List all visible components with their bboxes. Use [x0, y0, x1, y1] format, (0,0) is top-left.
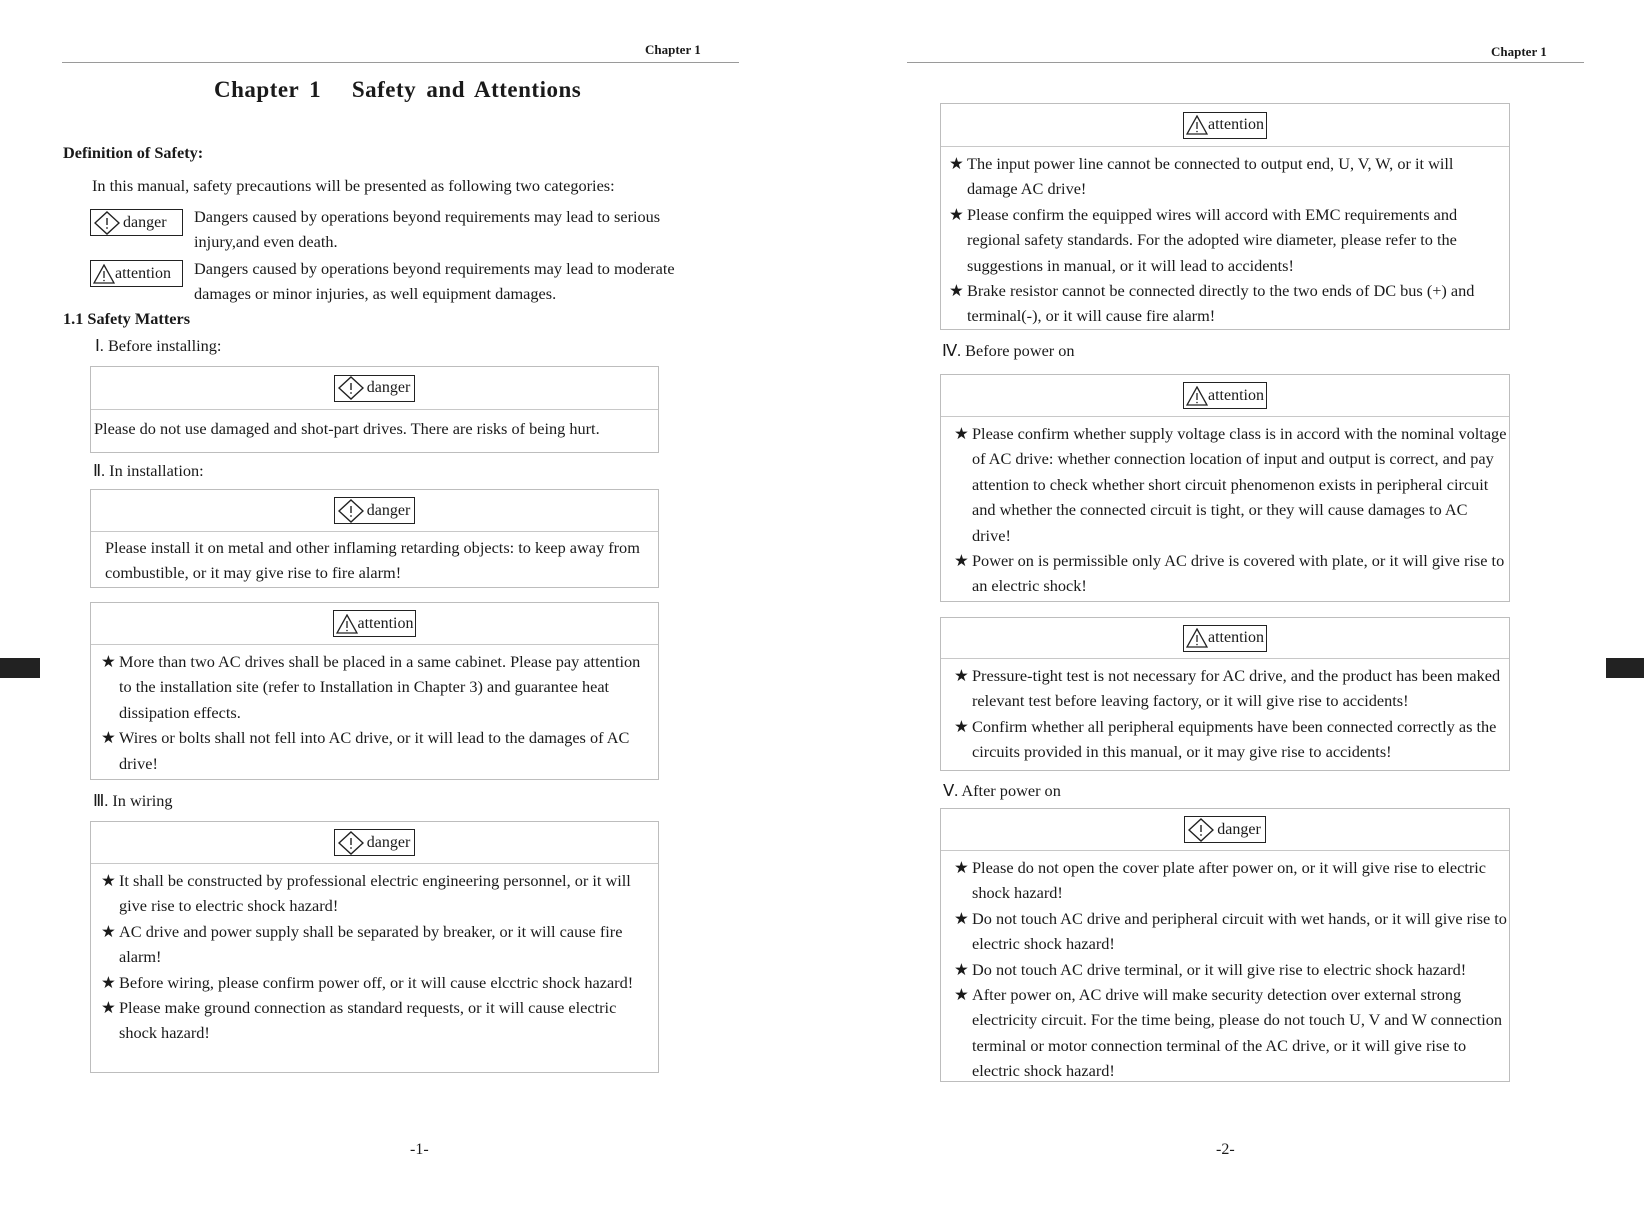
badge-label: attention: [357, 614, 414, 632]
list-item: ★ Please make ground connection as standard requests, or it will cause electric shock hazard!: [101, 995, 654, 1046]
list-item: ★ Power on is permissible only AC drive is covered with plate, or it will give rise to an electric shock!: [954, 548, 1507, 599]
attention-box: [940, 374, 1510, 602]
star-icon: ★: [101, 871, 116, 890]
badge-label: danger: [366, 501, 411, 519]
attention-badge: [333, 610, 417, 637]
box-text: Please install it on metal and other inflaming retarding objects: to keep away from combustible, or it may give rise to fire alarm!: [105, 538, 640, 583]
list-item: ★ Before wiring, please confirm power off, or it will cause elcctric shock hazard!: [101, 970, 654, 995]
attention-badge: [90, 260, 183, 287]
running-header: Chapter 1: [645, 42, 701, 57]
section-heading: 1.1 Safety Matters: [63, 309, 191, 328]
list-item: ★ After power on, AC drive will make security detection over external strong electricity circuit. For the time being, please do not touch U, V and W connection terminal or motor connection terminal of the AC drive, or it will give rise to electric shock hazard!: [954, 982, 1507, 1084]
danger-diamond-icon: [338, 376, 364, 400]
star-icon: ★: [949, 281, 964, 301]
star-icon: ★: [101, 652, 116, 671]
danger-diamond-icon: [1188, 818, 1214, 842]
star-icon: ★: [954, 908, 969, 928]
warning-triangle-icon: [1186, 115, 1208, 135]
list-item: ★ AC drive and power supply shall be separated by breaker, or it will cause fire alarm!: [101, 919, 654, 970]
star-icon: ★: [101, 921, 116, 941]
danger-box: [90, 489, 659, 588]
attention-definition: Dangers caused by operations beyond requirements may lead to moderate damages or minor injuries, as well equipment damages.: [194, 259, 675, 304]
star-icon: ★: [101, 972, 116, 992]
danger-box: [940, 808, 1510, 1082]
star-icon: ★: [949, 204, 964, 224]
subsection-in-wiring: Ⅲ. In wiring: [93, 791, 173, 810]
page-title: Chapter 1 Safety and Attentions: [214, 77, 582, 102]
list-item: ★ Do not touch AC drive terminal, or it will give rise to electric shock hazard!: [954, 957, 1507, 982]
header-rule: [62, 62, 739, 63]
warning-triangle-icon: [1186, 386, 1208, 406]
intro-text: In this manual, safety precautions will be presented as following two categories:: [92, 176, 615, 195]
thumb-tab: [1606, 658, 1644, 678]
running-header: Chapter 1: [1491, 44, 1547, 59]
badge-label: attention: [1208, 116, 1264, 133]
danger-badge: [334, 375, 416, 402]
list-item: ★ Please confirm whether supply voltage class is in accord with the nominal voltage of AC drive: whether connection location of input and output is correct, and pay attention to check whether short circuit phenomenon exists in peripheral circuit and whether the connected circuit is tight, or they will cause damages to AC drive!: [954, 421, 1507, 548]
star-icon: ★: [949, 154, 964, 173]
list-item: ★ Please confirm the equipped wires will accord with EMC requirements and regional safety standards. For the adopted wire diameter, please refer to the suggestions in manual, or it will lead to accidents!: [949, 202, 1505, 278]
star-icon: ★: [954, 985, 969, 1005]
list-item: ★ Brake resistor cannot be connected directly to the two ends of DC bus (+) and terminal(-), or it will cause fire alarm!: [949, 278, 1505, 329]
danger-badge: [334, 829, 416, 856]
danger-definition: Dangers caused by operations beyond requirements may lead to serious injury,and even death.: [194, 207, 661, 252]
star-icon: ★: [954, 858, 969, 877]
list-item: ★ Confirm whether all peripheral equipments have been connected correctly as the circuits provided in this manual, or it may give rise to accidents!: [954, 714, 1507, 765]
list-item: ★ The input power line cannot be connected to output end, U, V, W, or it will damage AC drive!: [949, 151, 1505, 202]
thumb-tab: [0, 658, 40, 678]
list-item: ★ Please do not open the cover plate after power on, or it will give rise to electric shock hazard!: [954, 855, 1507, 906]
star-icon: ★: [954, 716, 969, 736]
attention-label: attention: [115, 264, 171, 282]
danger-box: [90, 821, 659, 1073]
badge-label: attention: [1208, 386, 1264, 404]
list-item: ★ Wires or bolts shall not fell into AC drive, or it will lead to the damages of AC drive!: [101, 725, 650, 776]
danger-badge: [334, 497, 416, 524]
attention-badge: [1183, 382, 1267, 409]
danger-badge: [90, 209, 183, 236]
attention-badge: [1183, 625, 1267, 652]
list-item: ★ More than two AC drives shall be placed in a same cabinet. Please pay attention to the installation site (refer to Installation in Chapter 3) and guarantee heat dissipation effects.: [101, 649, 650, 725]
badge-label: attention: [1208, 629, 1264, 646]
attention-badge: [1183, 112, 1267, 139]
attention-box: [940, 103, 1510, 330]
danger-label: danger: [123, 213, 167, 231]
danger-box: [90, 366, 659, 453]
page-number: -1-: [410, 1141, 429, 1158]
list-item: ★ Do not touch AC drive and peripheral circuit with wet hands, or it will give rise to electric shock hazard!: [954, 906, 1507, 957]
subsection-after-power-on: Ⅴ. After power on: [943, 781, 1061, 800]
danger-diamond-icon: [338, 831, 364, 855]
list-item: ★ Pressure-tight test is not necessary for AC drive, and the product has been maked relevant test before leaving factory, or it will give rise to accidents!: [954, 663, 1507, 714]
subsection-in-installation: Ⅱ. In installation:: [93, 461, 204, 480]
warning-triangle-icon: [336, 614, 358, 634]
badge-label: danger: [366, 833, 411, 851]
header-rule: [907, 62, 1584, 63]
subsection-before-power-on: Ⅳ. Before power on: [942, 341, 1075, 360]
badge-label: danger: [1217, 820, 1261, 838]
warning-triangle-icon: [93, 264, 115, 284]
badge-label: danger: [366, 379, 411, 396]
attention-box: [940, 617, 1510, 771]
box-text: Please do not use damaged and shot-part drives. There are risks of being hurt.: [94, 419, 600, 438]
star-icon: ★: [954, 551, 969, 571]
subsection-before-installing: Ⅰ. Before installing:: [95, 336, 222, 355]
danger-diamond-icon: [338, 499, 364, 523]
star-icon: ★: [954, 959, 969, 979]
page-number: -2-: [1216, 1141, 1235, 1158]
danger-diamond-icon: [94, 211, 120, 235]
danger-badge: [1184, 816, 1266, 843]
attention-box: [90, 602, 659, 780]
star-icon: ★: [954, 424, 969, 443]
list-item: ★ It shall be constructed by professional electric engineering personnel, or it will give rise to electric shock hazard!: [101, 868, 654, 919]
star-icon: ★: [101, 728, 116, 748]
warning-triangle-icon: [1186, 628, 1208, 648]
definition-heading: Definition of Safety:: [63, 143, 204, 162]
star-icon: ★: [954, 666, 969, 685]
star-icon: ★: [101, 998, 116, 1018]
